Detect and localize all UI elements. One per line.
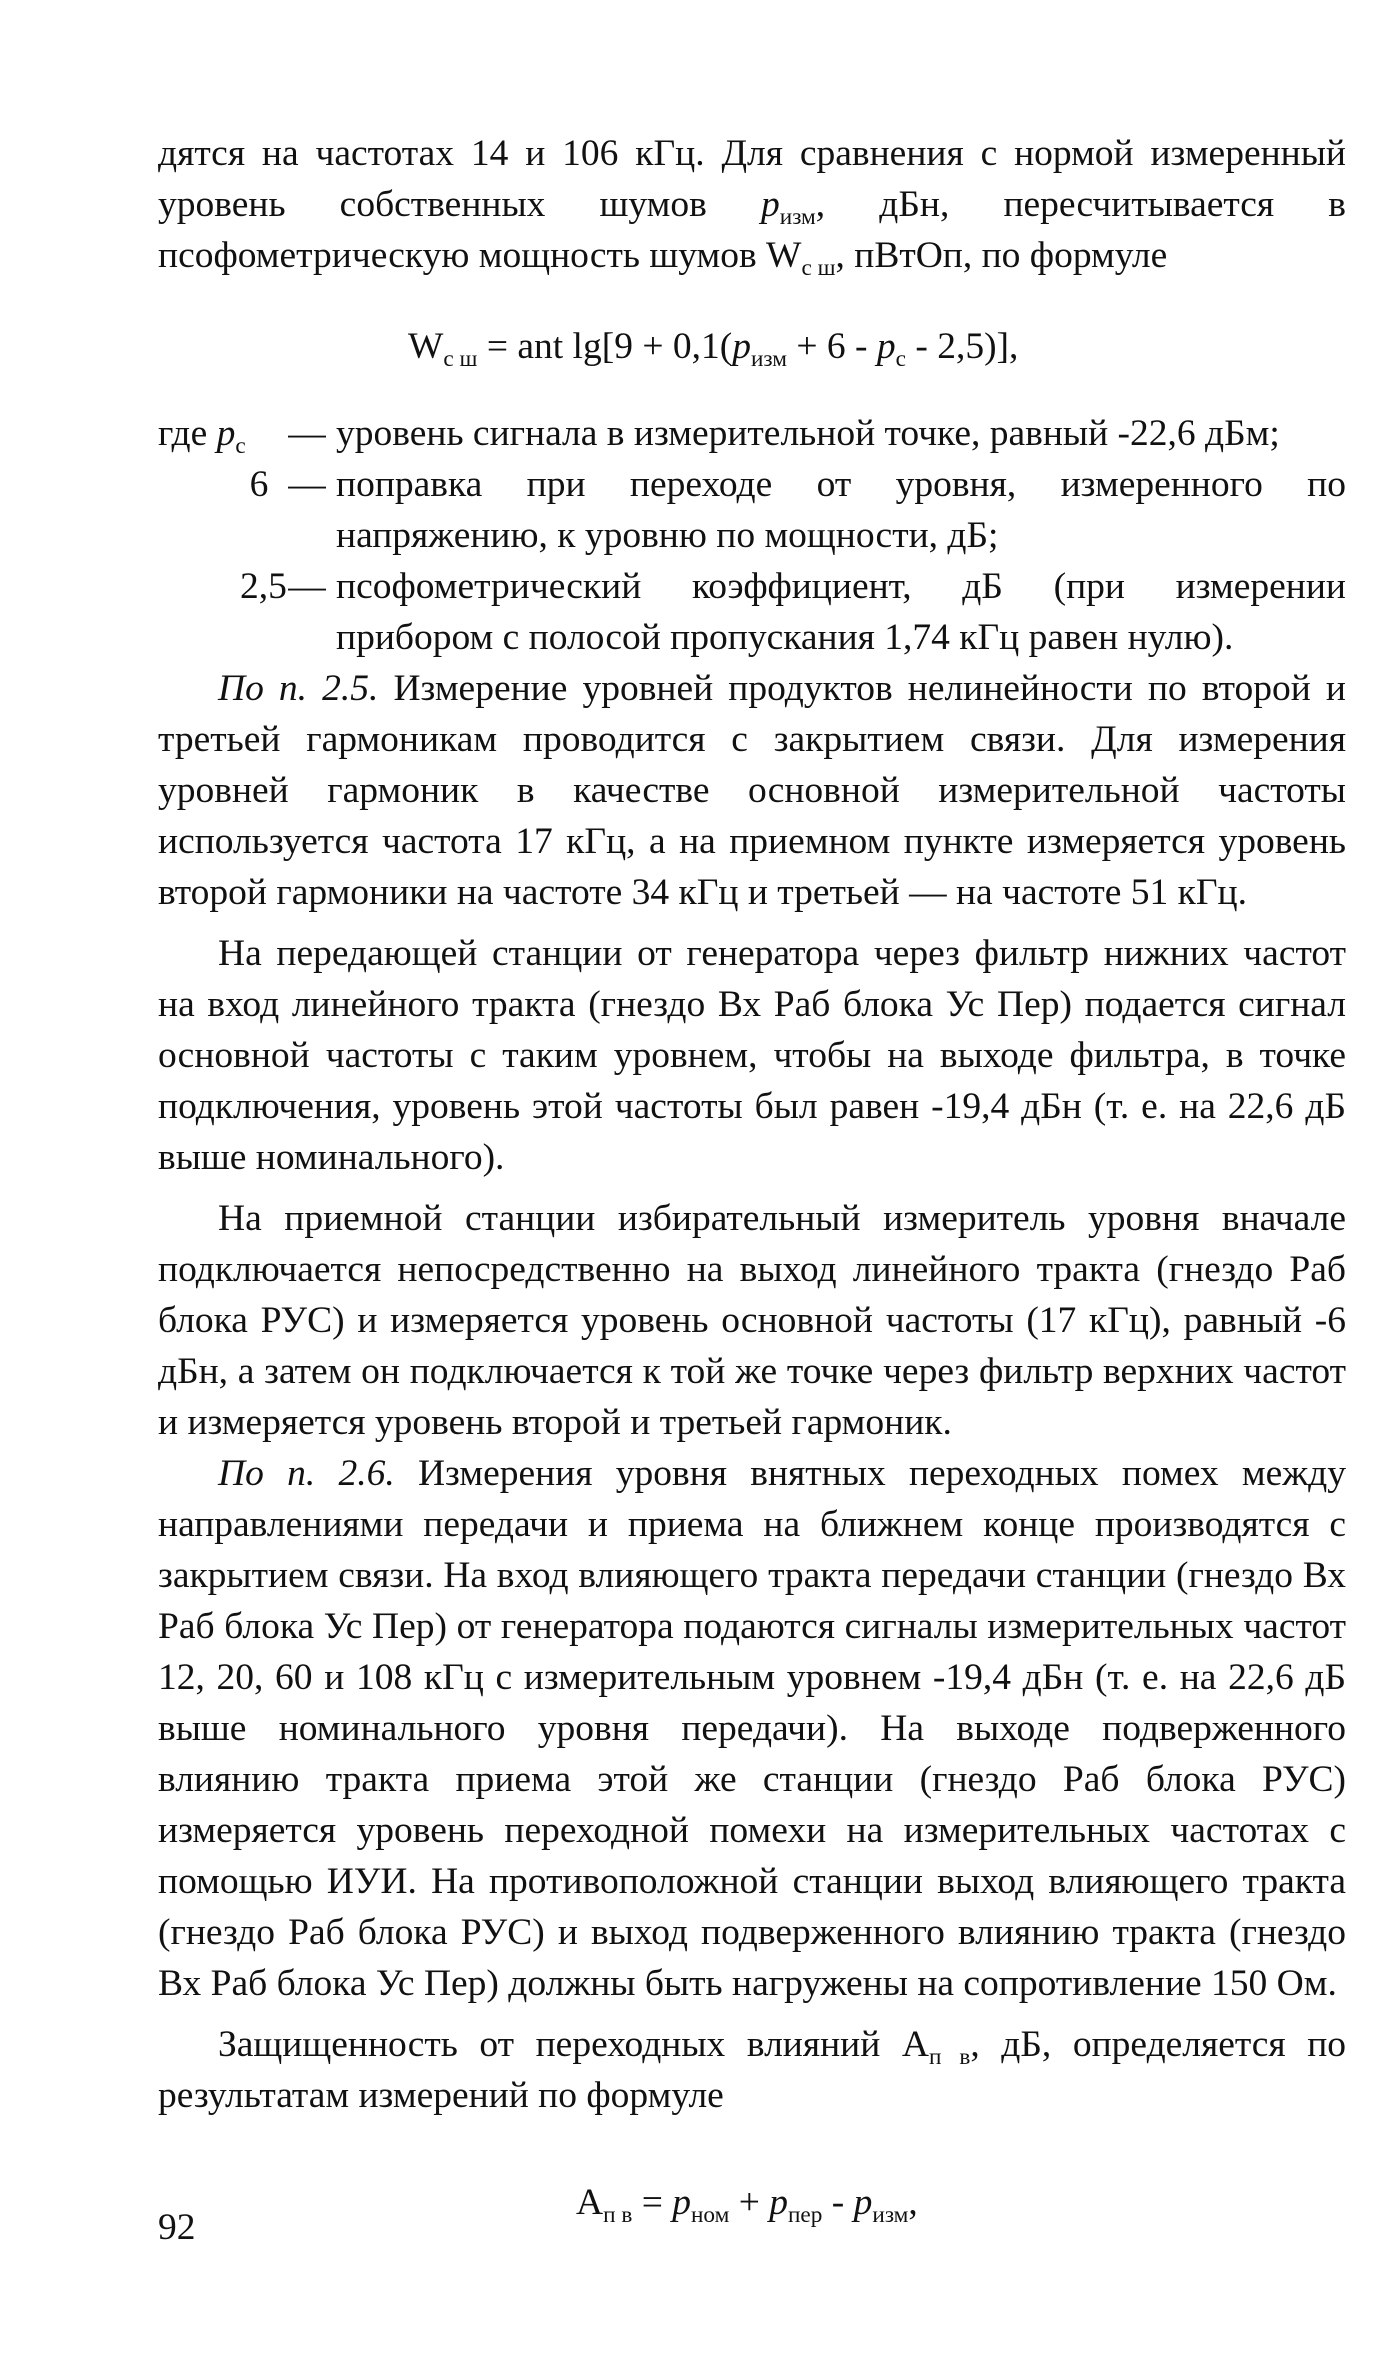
pc-subscript: с: [235, 433, 246, 460]
definition-item-2-5: [158, 561, 1346, 663]
intro-text-3: , пВтОп, по формуле: [835, 235, 1168, 276]
definition-text: уровень сигнала в измерительной точке, равный -22,6 дБм;: [336, 413, 1280, 454]
formula-end: - 2,5)],: [905, 326, 1019, 367]
formula-w-sub: с ш: [443, 346, 478, 373]
formula2-p3: p: [853, 2182, 873, 2223]
paragraph-2-6-text: Измерения уровня внятных переходных помех между направлениями передачи и приема на ближнем конце производятся с закрытием связи. На вход влияющего тракта передачи станции (гнездо Вх Раб блока Ус Пер) от генератора подаются сигналы измерительных частот 12, 20, 60 и 108 кГц с измерительным уровнем -19,4 дБн (т. е. на 22,6 дБ выше номинального уровня передачи). На выходе подверженного влиянию тракта приема этой же станции (гнездо Раб блока РУС) измеряется уровень переходной помехи на измерительных частотах с помощью ИУИ. На противоположной станции выход влияющего тракта (гнездо Раб блока РУС) и выход подверженного влиянию тракта (гнездо Вх Раб блока Ус Пер) должны быть нагружены на сопротивление 150 Ом.: [158, 1453, 1346, 2004]
where-word: где: [158, 413, 208, 454]
formula-noise-power: [408, 321, 1346, 372]
definition-item-pc: [158, 408, 1346, 459]
definition-dash: —: [288, 566, 326, 607]
definition-number: 6: [249, 464, 269, 505]
intro-paragraph: [158, 128, 1346, 281]
formula-w: W: [408, 326, 444, 367]
formula2-a: А: [576, 2182, 604, 2223]
protection-text-1: Защищенность от переходных влияний А: [218, 2024, 929, 2065]
formula2-p2: p: [769, 2182, 788, 2223]
formula2-plus: +: [729, 2182, 770, 2223]
page-number: 92: [158, 2207, 196, 2248]
formula-p2: p: [876, 326, 896, 367]
formula2-end: ,: [908, 2182, 918, 2223]
definition-spacer: [158, 561, 240, 663]
formula-mid2: + 6 -: [786, 326, 877, 367]
section-ref-2-6: По п. 2.6.: [218, 1453, 395, 1494]
p-symbol: p: [761, 184, 780, 225]
formula2-p3-sub: изм: [872, 2202, 909, 2229]
formula-p1: p: [732, 326, 751, 367]
formula2-p1-sub: ном: [690, 2202, 730, 2229]
paragraph-transmit: На передающей станции от генератора через фильтр нижних частот на вход линейного тракта (гнездо Вх Раб блока Ус Пер) подается сигнал основной частоты с таким уровнем, чтобы на выходе фильтра, в точке подключения, уровень этой частоты был равен -19,4 дБн (т. е. на 22,6 дБ выше номинального).: [158, 933, 1346, 1178]
paragraph-receive: На приемной станции избирательный измеритель уровня вначале подключается непосредственно на выход линейного тракта (гнездо Раб блока РУС) и измеряется уровень основной частоты (17 кГц), равный -6 дБн, а затем он подключается к той же точке через фильтр верхних частот и измеряется уровень второй и третьей гармоник.: [158, 1198, 1346, 1443]
protection-text-2: , дБ, определяется по результатам измерений по формуле: [158, 2024, 1347, 2116]
definition-term-pc: [158, 408, 278, 459]
intro-text-2: , дБн, пересчитывается в псофометрическую мощность шумов W: [158, 184, 1346, 276]
definition-spacer: [158, 459, 240, 561]
formula-p2-sub: с: [895, 346, 906, 373]
formula2-minus: -: [822, 2182, 854, 2223]
paragraph-2-6: [158, 1448, 1346, 2009]
definition-text: поправка при переходе от уровня, измеренного по напряжению, к уровню по мощности, дБ;: [336, 464, 1346, 556]
definition-item-6: [158, 459, 1346, 561]
formula2-p2-sub: пер: [787, 2202, 823, 2229]
formula-protection: [576, 2177, 1346, 2228]
definitions-list: [158, 408, 1346, 663]
section-ref-2-5: По п. 2.5.: [218, 668, 379, 709]
paragraph-2-5-text: Измерение уровней продуктов нелинейности по второй и третьей гармоникам проводится с закрытием связи. Для измерения уровней гармоник в качестве основной измерительной частоты используется частота 17 кГц, а на приемном пункте измеряется уровень второй гармоники на частоте 34 кГц и третьей — на частоте 51 кГц.: [158, 668, 1346, 913]
intro-text-1: дятся на частотах 14 и 106 кГц. Для сравнения с нормой измеренный уровень собственных шумов: [158, 133, 1346, 225]
a-subscript: п в: [928, 2044, 971, 2071]
page-body: [158, 128, 1346, 2228]
definition-dash: —: [288, 413, 326, 454]
definition-number: 2,5: [240, 566, 287, 607]
formula2-eq: =: [632, 2182, 673, 2223]
formula2-a-sub: п в: [603, 2202, 633, 2229]
paragraph-protection: [158, 2019, 1346, 2121]
formula2-p1: p: [672, 2182, 691, 2223]
definition-dash: —: [288, 464, 326, 505]
paragraph-2-5: [158, 663, 1346, 918]
p-subscript: изм: [779, 204, 816, 231]
formula-mid: = ant lg[9 + 0,1(: [477, 326, 733, 367]
formula-p1-sub: изм: [750, 346, 787, 373]
definition-text: псофометрический коэффициент, дБ (при измерении прибором с полосой пропускания 1,74 кГц равен нулю).: [336, 566, 1346, 658]
w-subscript: с ш: [801, 255, 836, 282]
pc-symbol: p: [216, 413, 236, 454]
